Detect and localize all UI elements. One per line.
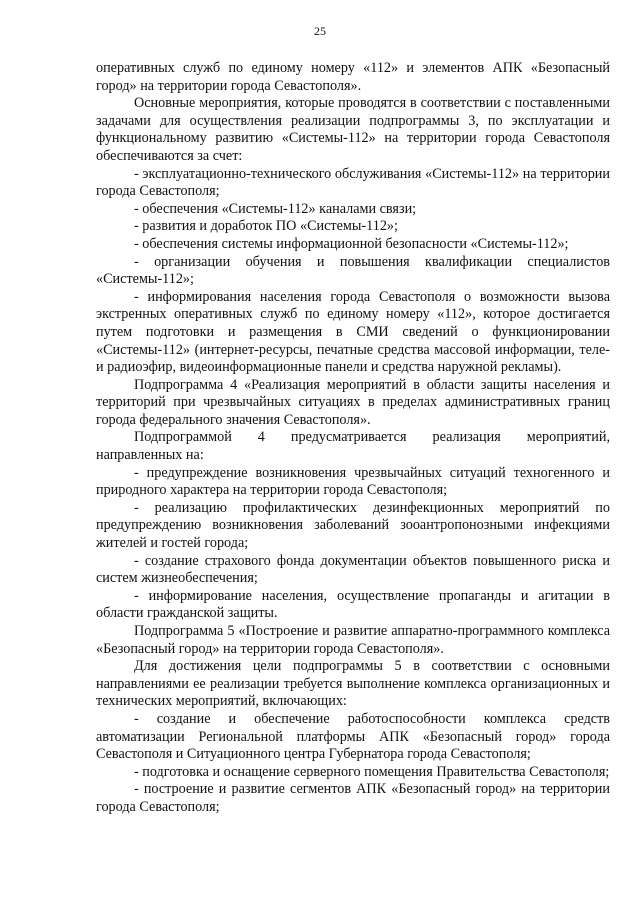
list-item: - информирование населения, осуществление пропаганды и агитации в области гражданской защиты. xyxy=(96,587,610,622)
page-number: 25 xyxy=(314,24,326,38)
list-item: - обеспечения «Системы-112» каналами связи; xyxy=(134,200,417,217)
list-item: - обеспечения системы информационной безопасности «Системы-112»; xyxy=(134,235,569,252)
list-item: - подготовка и оснащение серверного помещения Правительства Севастополя; xyxy=(134,763,610,780)
paragraph: оперативных служб по единому номеру «112» и элементов АПК «Безопасный город» на территории города Севастополя». xyxy=(96,60,610,94)
list-item: - реализацию профилактических дезинфекционных мероприятий по предупреждению возникновения заболеваний зооантропонозными инфекциями жителей и гостей города; xyxy=(96,499,610,552)
list-item: - развития и доработок ПО «Системы-112»; xyxy=(134,218,398,235)
list-item: - построение и развитие сегментов АПК «Безопасный город» на территории города Севастополя; xyxy=(96,781,610,815)
list-item: - организации обучения и повышения квалификации специалистов «Системы-112»; xyxy=(96,253,610,288)
subprogram-heading: Подпрограмма 4 «Реализация мероприятий в области защиты населения и территорий при чрезвычайных ситуациях в пределах административных границ города федерального значения Севастополя». xyxy=(96,376,610,428)
paragraph: Основные мероприятия, которые проводятся в соответствии с поставленными задачами для осуществления реализации подпрограммы 3, по эксплуатации и функциональному развитию «Системы-112» на территории города Севастополя обеспечиваются за счет: xyxy=(96,95,610,164)
subprogram-heading: Подпрограмма 5 «Построение и развитие аппаратно-программного комплекса «Безопасный город» на территории города Севастополя». xyxy=(96,623,610,657)
list-item: - эксплуатационно-технического обслуживания «Системы-112» на территории города Севастополя; xyxy=(96,165,610,200)
list-item: - информирования населения города Севастополя о возможности вызова экстренных оперативных служб по единому номеру «112», которое достигается путем подготовки и размещения в СМИ сведений о функционировании «Системы-112» (интернет-ресурсы, печатные средства массовой информации, теле- и радиоэфир, видеоинформационные панели и средства наружной рекламы). xyxy=(96,288,610,376)
list-item: - предупреждение возникновения чрезвычайных ситуаций техногенного и природного характера на территории города Севастополя; xyxy=(96,464,610,499)
list-item: - создание и обеспечение работоспособности комплекса средств автоматизации Региональной платформы АПК «Безопасный город» города Севастополя и Ситуационного центра Губернатора города Севастополя; xyxy=(96,710,610,763)
list-item: - создание страхового фонда документации объектов повышенного риска и систем жизнеобеспечения; xyxy=(96,552,610,587)
paragraph: Для достижения цели подпрограммы 5 в соответствии с основными направлениями ее реализации требуется выполнение комплекса организационных и технических мероприятий, включающих: xyxy=(96,658,610,710)
paragraph: Подпрограммой 4 предусматривается реализация мероприятий, направленных на: xyxy=(96,429,610,464)
document-body xyxy=(96,60,610,817)
